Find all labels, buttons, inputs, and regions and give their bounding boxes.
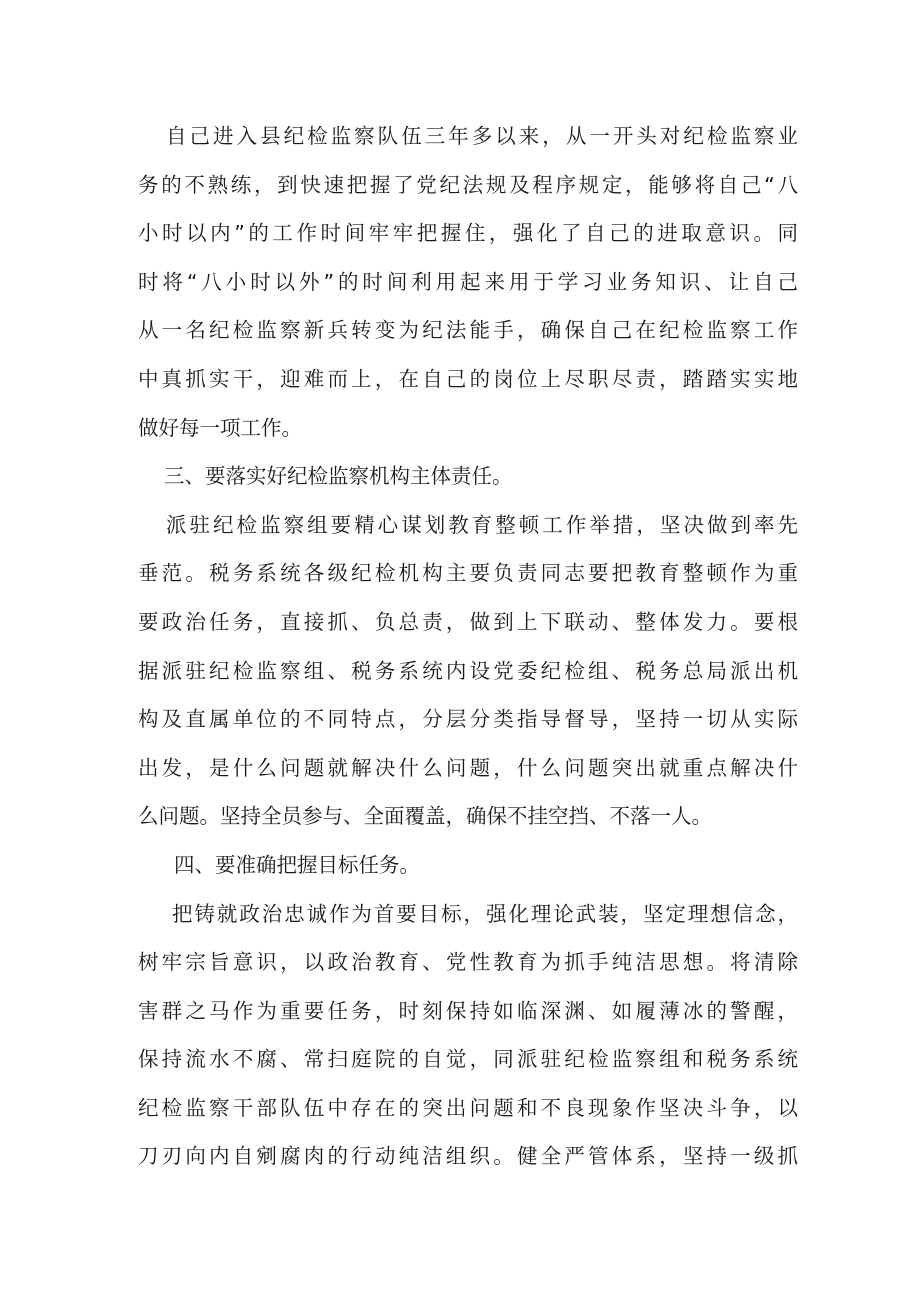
paragraph-line: 害群之马作为重要任务，时刻保持如临深渊、如履薄冰的警醒， <box>138 998 798 1023</box>
paragraph-line: 把铸就政治忠诚作为首要目标，强化理论武装，坚定理想信念， <box>172 901 798 926</box>
paragraph-1 <box>138 112 798 452</box>
paragraph-line: 中真抓实干，迎难而上，在自己的岗位上尽职尽责，踏踏实实地 <box>138 366 798 391</box>
paragraph-2 <box>138 501 798 841</box>
section-heading-3: 三、要落实好纪检监察机构主体责任。 <box>164 464 513 489</box>
section-heading-4: 四、要准确把握目标任务。 <box>174 852 420 877</box>
paragraph-line: 么问题。坚持全员参与、全面覆盖，确保不挂空挡、不落一人。 <box>138 804 712 829</box>
paragraph-3 <box>138 890 798 1182</box>
paragraph-line: 构及直属单位的不同特点，分层分类指导督导，坚持一切从实际 <box>138 707 798 732</box>
paragraph-line: 保持流水不腐、常扫庭院的自觉，同派驻纪检监察组和税务系统 <box>138 1047 798 1072</box>
paragraph-line: 小时以内”的工作时间牢牢把握住，强化了自己的进取意识。同 <box>138 221 798 246</box>
paragraph-line: 刀刃向内自剜腐肉的行动纯洁组织。健全严管体系，坚持一级抓 <box>138 1144 798 1169</box>
paragraph-line: 派驻纪检监察组要精心谋划教育整顿工作举措，坚决做到率先 <box>166 512 798 537</box>
paragraph-line: 从一名纪检监察新兵转变为纪法能手，确保自己在纪检监察工作 <box>138 318 798 343</box>
paragraph-line: 纪检监察干部队伍中存在的突出问题和不良现象作坚决斗争，以 <box>138 1095 798 1120</box>
paragraph-line: 树牢宗旨意识，以政治教育、党性教育为抓手纯洁思想。将清除 <box>138 950 798 975</box>
paragraph-line: 时将“八小时以外”的时间利用起来用于学习业务知识、让自己 <box>138 269 798 294</box>
paragraph-line: 据派驻纪检监察组、税务系统内设党委纪检组、税务总局派出机 <box>138 658 798 683</box>
paragraph-line: 要政治任务，直接抓、负总责，做到上下联动、整体发力。要根 <box>138 609 798 634</box>
paragraph-line: 垂范。税务系统各级纪检机构主要负责同志要把教育整顿作为重 <box>138 561 798 586</box>
paragraph-line: 务的不熟练，到快速把握了党纪法规及程序规定，能够将自己“八 <box>138 172 798 197</box>
paragraph-line: 自己进入县纪检监察队伍三年多以来，从一开头对纪检监察业 <box>166 124 798 148</box>
paragraph-line: 出发，是什么问题就解决什么问题，什么问题突出就重点解决什 <box>138 755 798 780</box>
paragraph-line: 做好每一项工作。 <box>138 415 302 440</box>
document-body <box>138 112 798 1181</box>
